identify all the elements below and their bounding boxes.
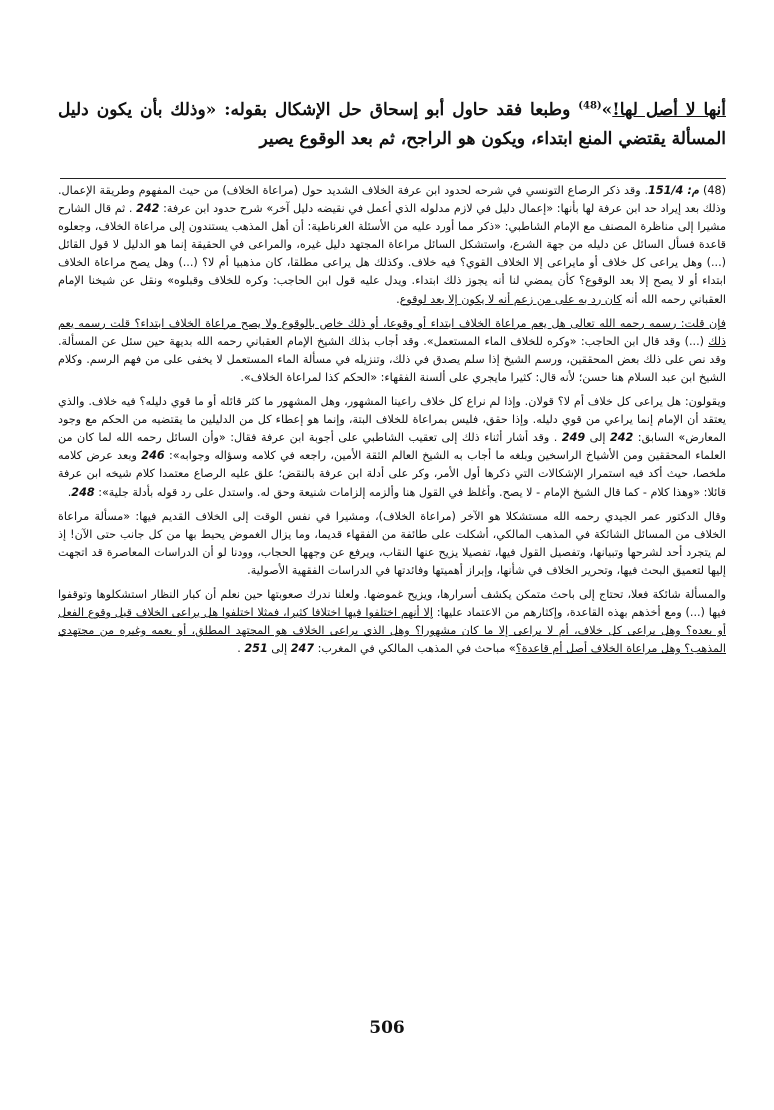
footnote-text: . — [67, 485, 72, 499]
footnote-text: وقال الدكتور عمر الجيدي رحمه الله مستشكلا هو الآخر (مراعاة الخلاف)، ومشيرا في نفس الوقت إلى الخلاف القديم فيها: «مسألة مراعاة الخلاف من المسائل الشائكة في المذهب المالكي، أشكلت على طائفة من الفقهاء قديما، وما يزال الغموض يحيط بها من كل جانب حتى الآن! إذ لم يتجرد أحد لشرحها وتبيانها، وتفصيل القول فيها، تفصيلا يزيح عنها النقاب، ويرفع عن وجهها الحجاب، وودنا لو أن الدراسات المعاصرة قد اتجهت إليها لتعميق البحث فيها، وتحرير الخلاف في شأنها، وإبراز أهميتها وفائدتها في الدراسات الفقهية الأصولية. — [58, 509, 726, 577]
footnote-48-para-1 — [58, 182, 726, 309]
page-reference: 249 — [561, 431, 586, 445]
footnote-48-para-2 — [58, 315, 726, 387]
main-paragraph — [58, 96, 726, 154]
footnote-separator — [60, 178, 726, 179]
footnote-text: (...) وقد قال ابن الحاجب: «وكره للخلاف الماء المستعمل». وقد أجاب بذلك الشيخ الإمام العقباني رحمه الله بديهة حين سئل عن المسألة. وقد نص على ذلك بعض المحققين، ورسم الشيخ إذا سلم يصدق في ذلك، وتنزيله في مسألة الماء المستعمل لا يخفى على من فهم الرسم. وكلام الشيخ ابن عبد السلام هنا حسن؛ لأنه قال: كثيرا مايجري على ألسنة الفقهاء: «الحكم كذا لمراعاة الخلاف». — [58, 334, 726, 384]
footnote-text: . — [396, 292, 400, 306]
underlined-phrase: كان رد به على من زعم أنه لا يكون إلا بعد لوقوع — [399, 292, 622, 306]
page-reference: 242 — [136, 202, 160, 216]
footnote-48-para-3 — [58, 393, 726, 502]
footnote-text: . ثم قال الشارح مشيرا إلى مناظرة المصنف مع الإمام الشاطبي: «ذكر مما أورد عليه من الأسئلة الغرناطية: أن أهل المذهب يستندون إلى مراعاة الخلاف، وجعلوه قاعدة فسأل السائل عن دليله من جهة الشرع، واستشكل السائل مراعاة المجتهد دليل غيره، والمراعى في الحقيقة إنما هو الدليل لا قول القائل (...) وهل يراعى كل خلاف أو مايراعى إلا الخلاف القوي؟ فيه خلاف. وكذلك هل يراعى مطلقا، كان مذهبيا أم لا؟ (...) وهل يصح مراعاة الخلاف ابتداء أو لا يصح إلا بعد الوقوع؟ كأن يمضي لنا أنه يجوز ذلك ابتداء. ويدل عليه قول ابن الحاجب: وكره للخلاف وقبلوه» ونقل عن شيخنا الإمام العقباني رحمه الله أنه — [58, 202, 726, 306]
footnote-text: والمسألة شائكة فعلا، تحتاج إلى باحث متمكن يكشف أسرارها، ويزيح غموضها. ولعلنا ندرك صعوبتها حين نعلم أن كبار النظار استشكلوها وتوقفوا فيها (...) ومع أخذهم بهذه القاعدة، وإكثارهم من الاعتماد عليها: — [58, 587, 726, 620]
main-paragraph-text: وطبعا فقد حاول أبو إسحاق حل الإشكال بقوله: «وذلك بأن يكون دليل المسألة يقتضي المنع ابتداء، ويكون هو الراجح، ثم بعد الوقوع يصير — [58, 100, 726, 149]
underlined-phrase: إلا أنهم اختلفوا فيها اختلافا كثيرا، فمثلا اختلفوا هل يراعى الخلاف قبل وقوع الفعل أو بعده؟ وهل يراعى كل خلاف، أم لا يراعى إلا ما كان مشهورا؟ وهل الذي يراعى الخلاف هو المجتهد المطلق، أو يعمه وغيره من مجتهدي المذهب؟ وهل مراعاة الخلاف أصل أم قاعدة؟ — [58, 606, 726, 656]
footnote-marker: (48) — [578, 100, 602, 112]
footnote-48-para-5 — [58, 586, 726, 658]
footnotes — [58, 182, 726, 664]
footnote-48-para-4 — [58, 508, 726, 580]
main-text — [58, 96, 726, 154]
underlined-phrase: فإن قلت: رسمه رحمه الله تعالى هل يعم مراعاة الخلاف ابتداء أو وقوعا، أو ذلك خاص بالوقوع ولا يصح مراعاة الخلاف ابتداء؟ قلت رسمه يعم ذلك — [58, 316, 726, 348]
quote-close: » — [601, 100, 613, 120]
footnote-text: . وقد أشار أثناء ذلك إلى تعقيب الشاطبي على أجوبة ابن عرفة فقال: «وأن السائل رحمه الله لما كان من العلماء المحققين ومن الأشياخ الراسخين وبلغه ما أجاب به الشيخ العالم الثقة الأمين، راجعه في كلامه وسؤاله وجوابه»: — [58, 431, 726, 463]
footnote-text: » مباحث في المذهب المالكي في المغرب: — [314, 642, 516, 656]
footnote-text: ويقولون: هل يراعى كل خلاف أم لا؟ قولان. وإذا لم نراع كل خلاف راعينا المشهور، وهل المشهور ما كثر قائله أو ما قوي دليله؟ فيه خلاف. والذي يعتقد أن الإمام إنما يراعي من قوي دليله. وإذا حقق، فليس بمراعاة للخلاف البتة، وإنما هو إعطاء كل من الدليلين ما يقتضيه من الحكم مع وجود المعارض» السابق: — [58, 395, 726, 445]
underlined-phrase: أنها لا أصل لها! — [612, 100, 726, 120]
page-reference: 246 — [141, 449, 165, 463]
page-reference: 248 — [71, 485, 95, 499]
source-reference: م: 151/4 — [648, 184, 703, 197]
page-reference: 242 — [609, 431, 634, 445]
page-number: 506 — [369, 1018, 405, 1038]
page-reference: 251 — [244, 642, 268, 656]
footnote-text: . — [237, 642, 245, 656]
footnote-text: إلى — [267, 642, 291, 656]
footnote-text: وبعد عرض كلامه ملخصا، حيث أكد فيه استمرار الإشكالات التي ذكرها أول الأمر، وكر على أدلة ابن عرفة بالنقض؛ علق عليه الرصاع معتمدا كلام شيخه ابن عرفة قائلا: «وهذا كلام - كما قال الشيخ الإمام - لا يصح. وأغلظ في القول هنا وألزمه إلزامات شنيعة وحق له. واستدل على رد قوله بأدلة جلية»: — [58, 449, 726, 499]
page-reference: 247 — [290, 642, 315, 656]
footnote-text: إلى — [585, 431, 610, 445]
footnote-number: (48) — [703, 184, 726, 197]
footnote-text: . وقد ذكر الرصاع التونسي في شرحه لحدود ابن عرفة الخلاف الشديد حول (مراعاة الخلاف) من حيث المفهوم وطريقة الإعمال. وذلك بعد إيراد حد ابن عرفة لها بأنها: «إعمال دليل في لازم مدلوله الذي أعمل في نقيضه دليل آخر» شرح حدود ابن عرفة: — [58, 184, 727, 216]
